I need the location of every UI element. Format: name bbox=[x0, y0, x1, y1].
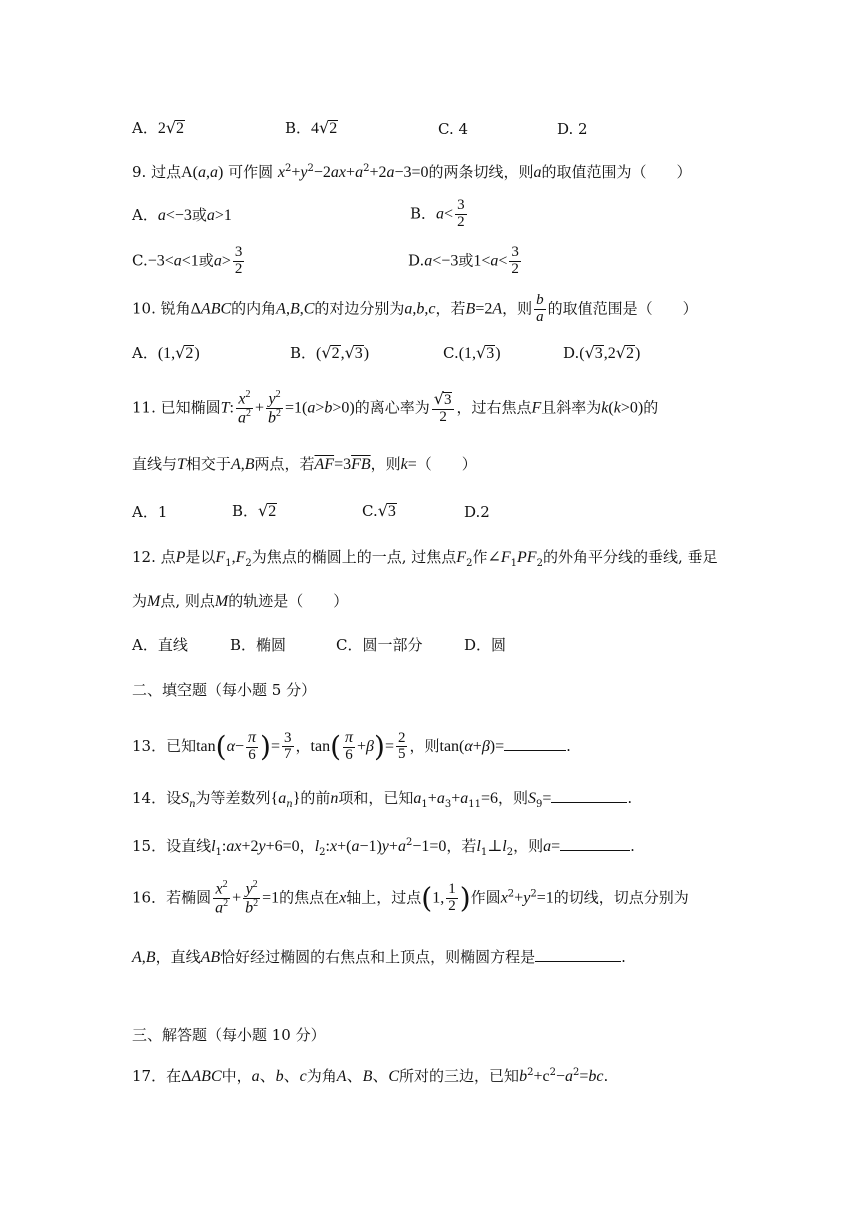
q10-stem: 10. 锐角ΔABC的内角A,B,C的对边分别为a,b,c，若B=2A，则 $\frac{b}{a}$ 的取值范围是（ ） bbox=[132, 292, 698, 325]
q9-option-a: A．a<−3或a>1 bbox=[132, 206, 232, 224]
q11-option-d: D.2 bbox=[464, 503, 490, 521]
q13: 13．已知tan(α− $\frac{\pi}{6}$ )= $\frac{3}{7}$ ，tan( $\frac{\pi}{6}$ +β)= $\frac{2}{5}$ ，则tan(α+β)= . bbox=[132, 729, 571, 763]
q12-option-b: B．椭圆 bbox=[230, 636, 287, 654]
q11-option-c: C.√3 bbox=[362, 501, 396, 520]
q8-option-d: D. 2 bbox=[557, 120, 588, 138]
q10-option-d: D.(√3,2√2) bbox=[563, 343, 641, 362]
q9-option-d: D.a<−3或1<a< $\frac{3}{2}$ bbox=[408, 244, 519, 277]
q11-option-a: A．1 bbox=[132, 503, 168, 521]
q15: 15．设直线$l_1:ax+2y+6=0$，$l_2:x+(a-1)y+a^2-1=0$，若$l_1\perp l_2$，则a= . bbox=[132, 837, 635, 858]
q16-line2: A,B，直线AB恰好经过椭圆的右焦点和上顶点，则椭圆方程是 . bbox=[132, 948, 626, 966]
q12-stem: 12. 点P是以$F_1,F_2$为焦点的椭圆上的一点, 过焦点$F_2$作$\angle F_1PF_2$的外角平分线的垂线, 垂足 bbox=[132, 548, 718, 569]
q9-stem: 9. 过点A(a,a) 可作圆 $x^2+y^2-2ax+a^2+2a-3=0$的两条切线，则a的取值范围为（ ） bbox=[132, 163, 692, 181]
section-2-heading: 二、填空题（每小题 5 分） bbox=[132, 681, 317, 699]
q9-option-b: B．a< $\frac{3}{2}$ bbox=[410, 197, 465, 230]
q12-option-d: D．圆 bbox=[464, 636, 507, 654]
q8-option-c: C. 4 bbox=[438, 120, 469, 138]
q9-option-c: C.−3<a<1或a> $\frac{3}{2}$ bbox=[132, 244, 243, 277]
q11-option-b: B．√2 bbox=[232, 501, 277, 520]
q10-option-a: A．(1,√2) bbox=[132, 343, 200, 362]
q10-option-c: C.(1,√3) bbox=[443, 343, 501, 362]
q8-option-a-label: A． bbox=[132, 119, 158, 137]
q12-option-c: C．圆一部分 bbox=[336, 636, 423, 654]
q11-stem-line2: 直线与T相交于A,B两点，若$\overline{AF}=3\overline{FB}$，则k=（ ） bbox=[132, 455, 477, 473]
q10-option-b: B．(√2,√3) bbox=[290, 343, 370, 362]
q11-stem: 11. 已知椭圆T: $\frac{x^2}{a^2}$ + $\frac{y^2}{b^2}$ =1(a>b>0)的离心率为 $\frac{√3}{2}$ ，过右焦点F且斜率为k(k>0)的 bbox=[132, 389, 659, 427]
q12-stem-line2: 为M点, 则点M的轨迹是（ ） bbox=[132, 592, 349, 610]
q17: 17．在ΔABC中，a、b、c为角A、B、C所对的三边，已知$b^2+c^2-a^2=bc$. bbox=[132, 1067, 609, 1085]
q14: 14．设$S_n$为等差数列$\{a_n\}$的前n项和，已知$a_1+a_3+a_{11}=6$，则$S_9=$ . bbox=[132, 789, 633, 810]
q16: 16．若椭圆 $\frac{x^2}{a^2}$ + $\frac{y^2}{b^2}$ =1的焦点在x轴上，过点(1, $\frac{1}{2}$ )作圆$x^2+y^2=1$的切线，切点分别为 bbox=[132, 879, 689, 917]
q12-option-a: A．直线 bbox=[132, 636, 188, 654]
q8-option-b-label: B． bbox=[285, 119, 312, 137]
section-3-heading: 三、解答题（每小题 10 分） bbox=[132, 1026, 326, 1044]
q8-option-b: B．4√2 bbox=[285, 118, 338, 137]
q8-option-a: A．2√2 bbox=[132, 118, 185, 137]
